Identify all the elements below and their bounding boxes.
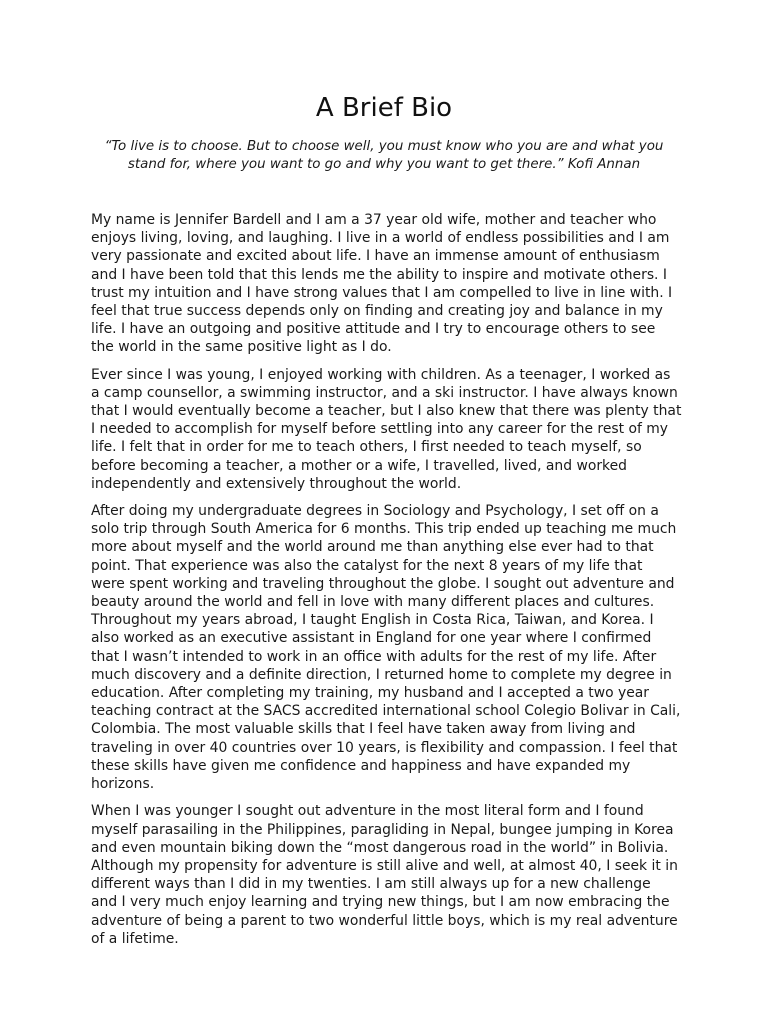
text-line: Ever since I was young, I enjoyed working with children. As a teenager, I worked as (91, 366, 671, 383)
text-line: Colombia. The most valuable skills that I feel have taken away from living and (91, 721, 636, 738)
text-line: very passionate and excited about life. I have an immense amount of enthusiasm (91, 248, 660, 265)
text-line: that I wasn’t intended to work in an office with adults for the rest of my life. After (91, 648, 657, 665)
paragraph-travels (91, 502, 681, 793)
text-line: When I was younger I sought out adventure in the most literal form and I found (91, 803, 644, 820)
bio-body (91, 211, 681, 957)
text-line: adventure of being a parent to two wonderful little boys, which is my real adventure (91, 912, 678, 929)
text-line: also worked as an executive assistant in England for one year where I confirmed (91, 630, 652, 647)
text-line: independently and extensively throughout the world. (91, 475, 462, 492)
text-line: Throughout my years abroad, I taught English in Costa Rica, Taiwan, and Korea. I (91, 612, 654, 629)
text-line: enjoys living, loving, and laughing. I live in a world of endless possibilities and I am (91, 230, 670, 247)
text-line: teaching contract at the SACS accredited international school Colegio Bolivar in Cali, (91, 703, 681, 720)
text-line: and I very much enjoy learning and trying new things, but I am now embracing the (91, 894, 670, 911)
text-line: horizons. (91, 776, 155, 793)
text-line: a camp counsellor, a swimming instructor, and a ski instructor. I have always known (91, 384, 678, 401)
text-line: After doing my undergraduate degrees in Sociology and Psychology, I set off on a (91, 503, 659, 520)
text-line: Although my propensity for adventure is still alive and well, at almost 40, I seek it in (91, 857, 678, 874)
epigraph-quote (86, 138, 682, 174)
text-line: that I would eventually become a teacher, but I also knew that there was plenty that (91, 403, 682, 420)
paragraph-youth (91, 366, 681, 493)
text-line: and I have been told that this lends me the ability to inspire and motivate others. I (91, 266, 667, 283)
page-title: A Brief Bio (315, 93, 453, 123)
text-line: trust my intuition and I have strong values that I am compelled to live in line with. I (91, 284, 673, 301)
text-line: point. That experience was also the catalyst for the next 8 years of my life that (91, 557, 643, 574)
quote-line: “To live is to choose. But to choose well, you must know who you are and what you (104, 139, 664, 154)
text-line: of a lifetime. (91, 930, 179, 947)
text-line: and even mountain biking down the “most dangerous road in the world” in Bolivia. (91, 839, 669, 856)
text-line: much discovery and a definite direction, I returned home to complete my degree in (91, 666, 672, 683)
text-line: beauty around the world and fell in love with many different places and cultures. (91, 594, 655, 611)
text-line: different ways than I did in my twenties. I am still always up for a new challenge (91, 876, 651, 893)
text-line: these skills have given me confidence and happiness and have expanded my (91, 757, 631, 774)
text-line: education. After completing my training, my husband and I accepted a two year (91, 685, 650, 702)
text-line: I needed to accomplish for myself before settling into any career for the rest of my (91, 421, 669, 438)
text-line: the world in the same positive light as I do. (91, 339, 392, 356)
text-line: were spent working and traveling throughout the globe. I sought out adventure and (91, 575, 675, 592)
paragraph-intro (91, 211, 681, 357)
text-line: before becoming a teacher, a mother or a wife, I travelled, lived, and worked (91, 457, 627, 474)
quote-line: stand for, where you want to go and why you want to get there.” Kofi Annan (127, 157, 641, 172)
text-line: feel that true success depends only on finding and creating joy and balance in my (91, 303, 663, 320)
text-line: traveling in over 40 countries over 10 years, is flexibility and compassion. I feel that (91, 739, 678, 756)
text-line: My name is Jennifer Bardell and I am a 37 year old wife, mother and teacher who (91, 212, 657, 228)
text-line: life. I have an outgoing and positive attitude and I try to encourage others to see (91, 321, 656, 338)
text-line: more about myself and the world around me than anything else ever had to that (91, 539, 654, 556)
text-line: solo trip through South America for 6 months. This trip ended up teaching me much (91, 521, 677, 538)
text-line: myself parasailing in the Philippines, paragliding in Nepal, bungee jumping in Korea (91, 821, 674, 838)
text-line: life. I felt that in order for me to teach others, I first needed to teach myself, so (91, 439, 642, 456)
paragraph-adventure (91, 802, 681, 948)
